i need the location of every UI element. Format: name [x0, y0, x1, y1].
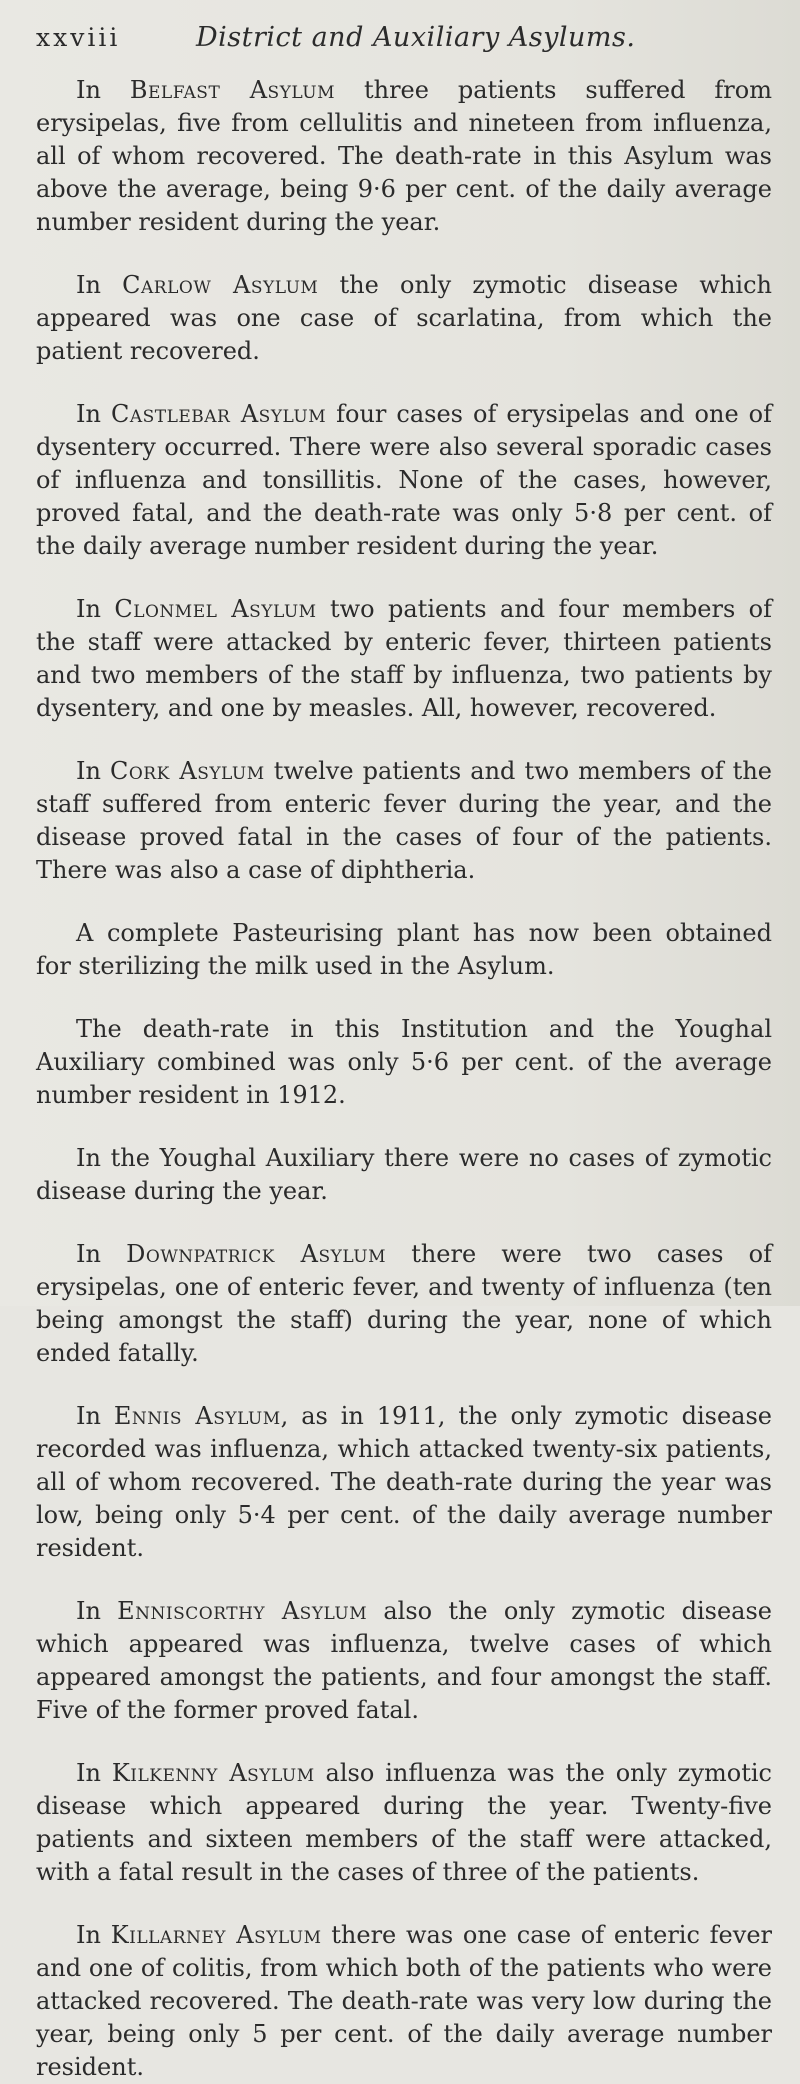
asylum-name: Castlebar Asylum	[110, 400, 327, 428]
asylum-name: Kilkenny Asylum	[111, 1759, 315, 1787]
paragraph-cork: In Cork Asylum twelve patients and two members of the staff suffered from enteric fever during the year, and the disease proved fatal in the cases of four of the patients. There was also a case of diphtheria.	[36, 757, 772, 884]
paragraph-killarney: In Killarney Asylum there was one case of enteric fever and one of colitis, from which both of the patients who were attacked recovered. The death-rate was very low during the year, being only 5 per cent. of the daily average number resident.	[36, 1921, 772, 2081]
asylum-name: Enniscorthy Asylum	[117, 1597, 368, 1625]
paragraph-youghal: In the Youghal Auxiliary there were no cases of zymotic disease during the year.	[36, 1144, 772, 1205]
paragraph-castlebar: In Castlebar Asylum four cases of erysipelas and one of dysentery occurred. There were also several sporadic cases of influenza and tonsillitis. None of the cases, however, proved fatal, and the death-rate was only 5·8 per cent. of the daily average number resident during the year.	[36, 400, 772, 560]
paragraph-belfast: In Belfast Asylum three patients suffered from erysipelas, five from cellulitis and nineteen from influenza, all of whom recovered. The death-rate in this Asylum was above the average, being 9·6 per cent. of the daily average number resident during the year.	[36, 76, 772, 236]
asylum-name: Belfast Asylum	[129, 76, 336, 104]
page-header	[36, 22, 772, 70]
paragraph-downpatrick: In Downpatrick Asylum there were two cases of erysipelas, one of enteric fever, and twenty of influenza (ten being amongst the staff) during the year, none of which ended fatally.	[36, 1240, 772, 1367]
paragraph-carlow: In Carlow Asylum the only zymotic disease which appeared was one case of scarlatina, from which the patient recovered.	[36, 271, 772, 365]
paragraph-ennis: In Ennis Asylum, as in 1911, the only zymotic disease recorded was influenza, which attacked twenty-six patients, all of whom recovered. The death-rate during the year was low, being only 5·4 per cent. of the daily average number resident.	[36, 1402, 773, 1562]
paragraph-pasteurising: A complete Pasteurising plant has now been obtained for sterilizing the milk used in the Asylum.	[36, 919, 772, 980]
body-text	[36, 74, 772, 2084]
asylum-name: Carlow Asylum	[122, 271, 319, 299]
paragraph-enniscorthy: In Enniscorthy Asylum also the only zymotic disease which appeared was influenza, twelve cases of which appeared amongst the patients, and four amongst the staff. Five of the former proved fatal.	[36, 1597, 772, 1724]
asylum-name: Clonmel Asylum	[114, 595, 317, 623]
asylum-name: Killarney Asylum	[110, 1921, 322, 1949]
paragraph-clonmel: In Clonmel Asylum two patients and four members of the staff were attacked by enteric fever, thirteen patients and two members of the staff by influenza, two patients by dysentery, and one by measles. All, however, recovered.	[36, 595, 772, 722]
page-number: xxviii	[36, 23, 121, 52]
asylum-name: Cork Asylum	[110, 757, 265, 785]
asylum-name: Ennis Asylum	[113, 1402, 281, 1430]
paragraph-kilkenny: In Kilkenny Asylum also influenza was the only zymotic disease which appeared during the year. Twenty-five patients and sixteen members of the staff were attacked, with a fatal result in the cases of three of the patients.	[36, 1759, 772, 1886]
paragraph-death-rate: The death-rate in this Institution and the Youghal Auxiliary combined was only 5·6 per cent. of the average number resident in 1912.	[36, 1015, 772, 1109]
running-title: District and Auxiliary Asylums.	[196, 22, 636, 53]
asylum-name: Downpatrick Asylum	[126, 1240, 386, 1268]
